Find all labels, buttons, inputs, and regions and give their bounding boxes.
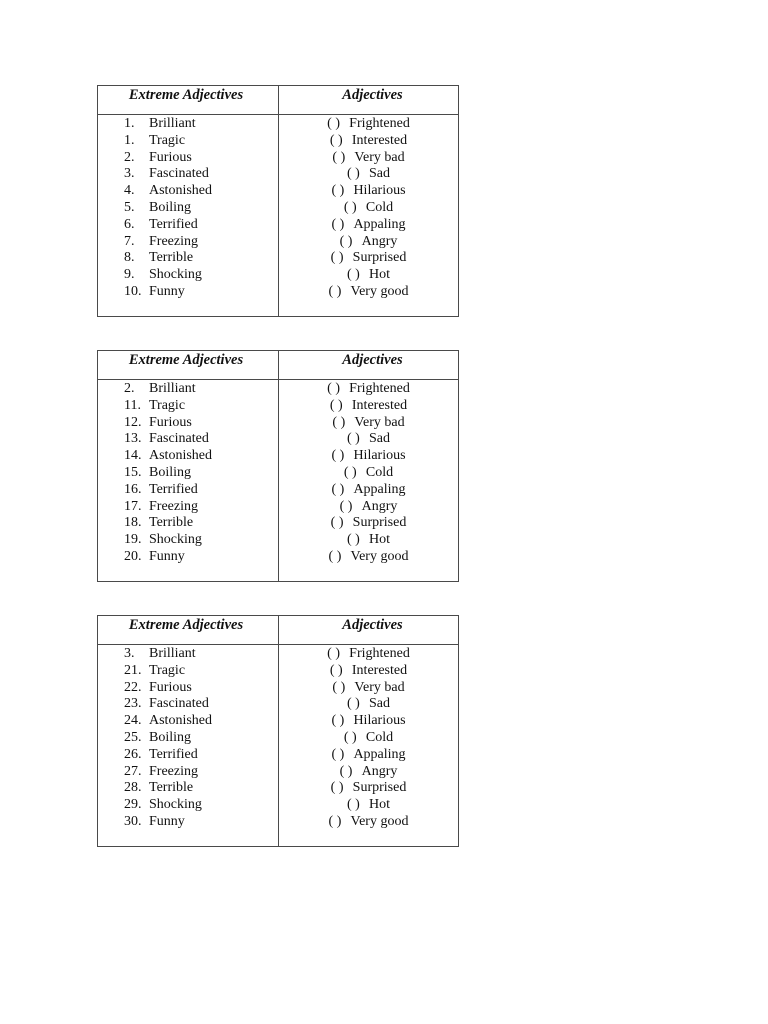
header-adjectives: Adjectives	[342, 87, 403, 103]
adjective-text: Surprised	[352, 780, 407, 796]
adjective-cell	[278, 695, 459, 712]
table-row	[98, 182, 458, 199]
extreme-adjective: Tragic	[149, 662, 186, 678]
extreme-adjective: Furious	[149, 414, 192, 430]
adjective-cell	[278, 464, 459, 481]
item-number: 11.	[124, 397, 141, 413]
adjective-text: Appaling	[353, 481, 406, 497]
item-number: 16.	[124, 481, 142, 497]
table-row	[98, 679, 458, 696]
adjective-text: Sad	[369, 696, 390, 712]
answer-blank[interactable]: ( )	[331, 216, 345, 232]
item-number: 30.	[124, 814, 142, 829]
table-row	[98, 645, 458, 662]
table-row	[98, 514, 458, 531]
item-number: 27.	[124, 763, 142, 779]
table-row	[98, 149, 458, 166]
extreme-adjective: Boiling	[149, 730, 192, 745]
adjective-text: Hot	[369, 267, 390, 283]
extreme-adjective: Fascinated	[149, 696, 209, 712]
answer-blank[interactable]: ( )	[347, 267, 360, 283]
item-number: 3.	[124, 166, 135, 182]
answer-blank[interactable]: ( )	[339, 498, 353, 514]
answer-blank[interactable]: ( )	[332, 679, 346, 695]
adjective-cell	[278, 679, 459, 696]
item-number: 13.	[124, 431, 142, 447]
answer-blank[interactable]: ( )	[327, 116, 340, 131]
item-number: 14.	[124, 448, 142, 464]
adjective-text: Hot	[369, 797, 390, 813]
item-number: 9.	[124, 267, 135, 283]
adjective-text: Hot	[369, 532, 390, 548]
extreme-adjective: Freezing	[149, 498, 198, 514]
adjective-cell	[278, 165, 459, 182]
adjective-text: Very good	[350, 549, 409, 564]
answer-blank[interactable]: ( )	[339, 233, 353, 249]
extreme-adjective: Boiling	[149, 465, 192, 480]
adjective-cell	[278, 199, 459, 216]
table-row	[98, 813, 458, 830]
answer-blank[interactable]: ( )	[347, 166, 360, 182]
adjective-cell	[278, 514, 459, 531]
table-row	[98, 380, 458, 397]
answer-blank[interactable]: ( )	[332, 414, 346, 430]
answer-blank[interactable]: ( )	[331, 746, 345, 762]
adjective-text: Surprised	[352, 250, 407, 266]
header-extreme-adjectives: Extreme Adjectives	[128, 617, 244, 633]
answer-blank[interactable]: ( )	[343, 200, 357, 215]
extreme-adjective: Funny	[149, 814, 185, 829]
adjective-cell	[278, 796, 459, 813]
adjectives-table-3	[97, 615, 459, 847]
table-row	[98, 662, 458, 679]
answer-blank[interactable]: ( )	[328, 284, 342, 299]
table-row	[98, 464, 458, 481]
item-number: 6.	[124, 216, 135, 232]
extreme-adjective: Funny	[149, 284, 185, 299]
adjective-text: Interested	[351, 397, 408, 413]
answer-blank[interactable]: ( )	[328, 549, 342, 564]
extreme-adjective: Fascinated	[149, 166, 209, 182]
adjective-text: Hilarious	[353, 448, 406, 464]
answer-blank[interactable]: ( )	[339, 763, 353, 779]
extreme-adjective: Astonished	[149, 183, 212, 199]
table-row	[98, 447, 458, 464]
answer-blank[interactable]: ( )	[329, 132, 343, 148]
table-row	[98, 796, 458, 813]
item-number: 28.	[124, 780, 142, 796]
table-row	[98, 165, 458, 182]
extreme-adjective: Boiling	[149, 200, 192, 215]
adjective-text: Very bad	[354, 679, 405, 695]
adjective-text: Surprised	[352, 515, 407, 531]
item-number: 24.	[124, 713, 142, 729]
adjective-text: Very good	[350, 284, 409, 299]
table-row	[98, 397, 458, 414]
answer-blank[interactable]: ( )	[347, 696, 360, 712]
adjective-text: Cold	[365, 465, 394, 480]
extreme-adjective: Brilliant	[149, 116, 196, 131]
item-number: 2.	[124, 381, 135, 396]
answer-blank[interactable]: ( )	[331, 713, 345, 729]
item-number: 15.	[124, 465, 142, 480]
adjective-cell	[278, 746, 459, 763]
adjective-text: Appaling	[353, 746, 406, 762]
adjective-text: Frightened	[349, 646, 410, 661]
answer-blank[interactable]: ( )	[327, 646, 340, 661]
item-number: 5.	[124, 200, 135, 215]
table-row	[98, 548, 458, 565]
adjective-cell	[278, 645, 459, 662]
extreme-adjective: Terrified	[149, 746, 198, 762]
item-number: 2.	[124, 149, 135, 165]
table-row	[98, 498, 458, 515]
extreme-adjective: Shocking	[149, 797, 202, 813]
item-number: 20.	[124, 549, 142, 564]
table-row	[98, 233, 458, 250]
extreme-adjective: Tragic	[149, 132, 186, 148]
adjective-cell	[278, 132, 459, 149]
adjective-text: Frightened	[349, 116, 410, 131]
adjective-cell	[278, 447, 459, 464]
table-row	[98, 763, 458, 780]
table-row	[98, 132, 458, 149]
extreme-adjective: Astonished	[149, 448, 212, 464]
table-row	[98, 199, 458, 216]
adjectives-table-1	[97, 85, 459, 317]
adjective-cell	[278, 531, 459, 548]
extreme-adjective: Terrified	[149, 481, 198, 497]
adjective-cell	[278, 662, 459, 679]
adjective-cell	[278, 779, 459, 796]
table-row	[98, 414, 458, 431]
adjective-cell	[278, 149, 459, 166]
answer-blank[interactable]: ( )	[343, 465, 357, 480]
table-row	[98, 283, 458, 300]
adjective-cell	[278, 481, 459, 498]
table-row	[98, 746, 458, 763]
adjective-cell	[278, 763, 459, 780]
answer-blank[interactable]: ( )	[331, 448, 345, 464]
adjective-cell	[278, 397, 459, 414]
header-extreme-adjectives: Extreme Adjectives	[128, 87, 244, 103]
adjective-text: Angry	[361, 763, 398, 779]
answer-blank[interactable]: ( )	[330, 250, 344, 266]
table-row	[98, 216, 458, 233]
table-row	[98, 779, 458, 796]
answer-blank[interactable]: ( )	[347, 797, 360, 813]
table-row	[98, 249, 458, 266]
item-number: 23.	[124, 696, 142, 712]
extreme-adjective: Shocking	[149, 267, 202, 283]
table-row	[98, 729, 458, 746]
extreme-adjective: Fascinated	[149, 431, 209, 447]
item-number: 1.	[124, 132, 135, 148]
answer-blank[interactable]: ( )	[332, 149, 346, 165]
table-row	[98, 531, 458, 548]
item-number: 8.	[124, 250, 135, 266]
adjective-text: Angry	[361, 498, 398, 514]
adjective-text: Sad	[369, 431, 390, 447]
adjective-cell	[278, 813, 459, 830]
item-number: 1.	[124, 116, 135, 131]
item-number: 18.	[124, 515, 142, 531]
extreme-adjective: Terrible	[149, 250, 194, 266]
item-number: 7.	[124, 233, 135, 249]
extreme-adjective: Terrible	[149, 515, 194, 531]
item-number: 17.	[124, 498, 142, 514]
header-adjectives: Adjectives	[342, 617, 403, 633]
item-number: 25.	[124, 730, 142, 745]
extreme-adjective: Brilliant	[149, 381, 196, 396]
extreme-adjective: Shocking	[149, 532, 202, 548]
item-number: 4.	[124, 183, 135, 199]
item-number: 26.	[124, 746, 142, 762]
adjective-text: Very good	[350, 814, 409, 829]
adjective-cell	[278, 182, 459, 199]
answer-blank[interactable]: ( )	[329, 397, 343, 413]
extreme-adjective: Furious	[149, 679, 192, 695]
adjective-text: Cold	[365, 200, 394, 215]
answer-blank[interactable]: ( )	[330, 515, 344, 531]
extreme-adjective: Terrified	[149, 216, 198, 232]
answer-blank[interactable]: ( )	[347, 431, 360, 447]
adjective-cell	[278, 283, 459, 300]
adjective-text: Sad	[369, 166, 390, 182]
header-extreme-adjectives: Extreme Adjectives	[128, 352, 244, 368]
extreme-adjective: Terrible	[149, 780, 194, 796]
extreme-adjective: Astonished	[149, 713, 212, 729]
adjective-text: Appaling	[353, 216, 406, 232]
answer-blank[interactable]: ( )	[329, 662, 343, 678]
adjective-cell	[278, 498, 459, 515]
adjective-cell	[278, 414, 459, 431]
adjective-text: Interested	[351, 132, 408, 148]
answer-blank[interactable]: ( )	[347, 532, 360, 548]
adjective-cell	[278, 380, 459, 397]
table-row	[98, 481, 458, 498]
adjective-text: Cold	[365, 730, 394, 745]
item-number: 12.	[124, 414, 142, 430]
table-row	[98, 712, 458, 729]
extreme-adjective: Freezing	[149, 233, 198, 249]
table-row	[98, 266, 458, 283]
adjective-text: Hilarious	[353, 713, 406, 729]
table-row	[98, 695, 458, 712]
answer-blank[interactable]: ( )	[327, 381, 340, 396]
extreme-adjective: Funny	[149, 549, 185, 564]
answer-blank[interactable]: ( )	[331, 481, 345, 497]
adjective-text: Hilarious	[353, 183, 406, 199]
adjective-cell	[278, 249, 459, 266]
item-number: 29.	[124, 797, 142, 813]
adjective-text: Very bad	[354, 414, 405, 430]
extreme-adjective: Tragic	[149, 397, 186, 413]
adjective-cell	[278, 729, 459, 746]
adjective-cell	[278, 233, 459, 250]
answer-blank[interactable]: ( )	[331, 183, 345, 199]
header-adjectives: Adjectives	[342, 352, 403, 368]
item-number: 21.	[124, 662, 142, 678]
adjectives-table-2	[97, 350, 459, 582]
adjective-text: Very bad	[354, 149, 405, 165]
extreme-adjective: Freezing	[149, 763, 198, 779]
item-number: 3.	[124, 646, 135, 661]
item-number: 19.	[124, 532, 142, 548]
answer-blank[interactable]: ( )	[330, 780, 344, 796]
adjective-text: Interested	[351, 662, 408, 678]
adjective-cell	[278, 115, 459, 132]
adjective-cell	[278, 712, 459, 729]
adjective-text: Frightened	[349, 381, 410, 396]
adjective-text: Angry	[361, 233, 398, 249]
adjective-cell	[278, 548, 459, 565]
adjective-cell	[278, 430, 459, 447]
extreme-adjective: Furious	[149, 149, 192, 165]
adjective-cell	[278, 266, 459, 283]
table-row	[98, 430, 458, 447]
answer-blank[interactable]: ( )	[328, 814, 342, 829]
extreme-adjective: Brilliant	[149, 646, 196, 661]
item-number: 10.	[124, 284, 142, 299]
adjective-cell	[278, 216, 459, 233]
answer-blank[interactable]: ( )	[343, 730, 357, 745]
table-row	[98, 115, 458, 132]
item-number: 22.	[124, 679, 142, 695]
